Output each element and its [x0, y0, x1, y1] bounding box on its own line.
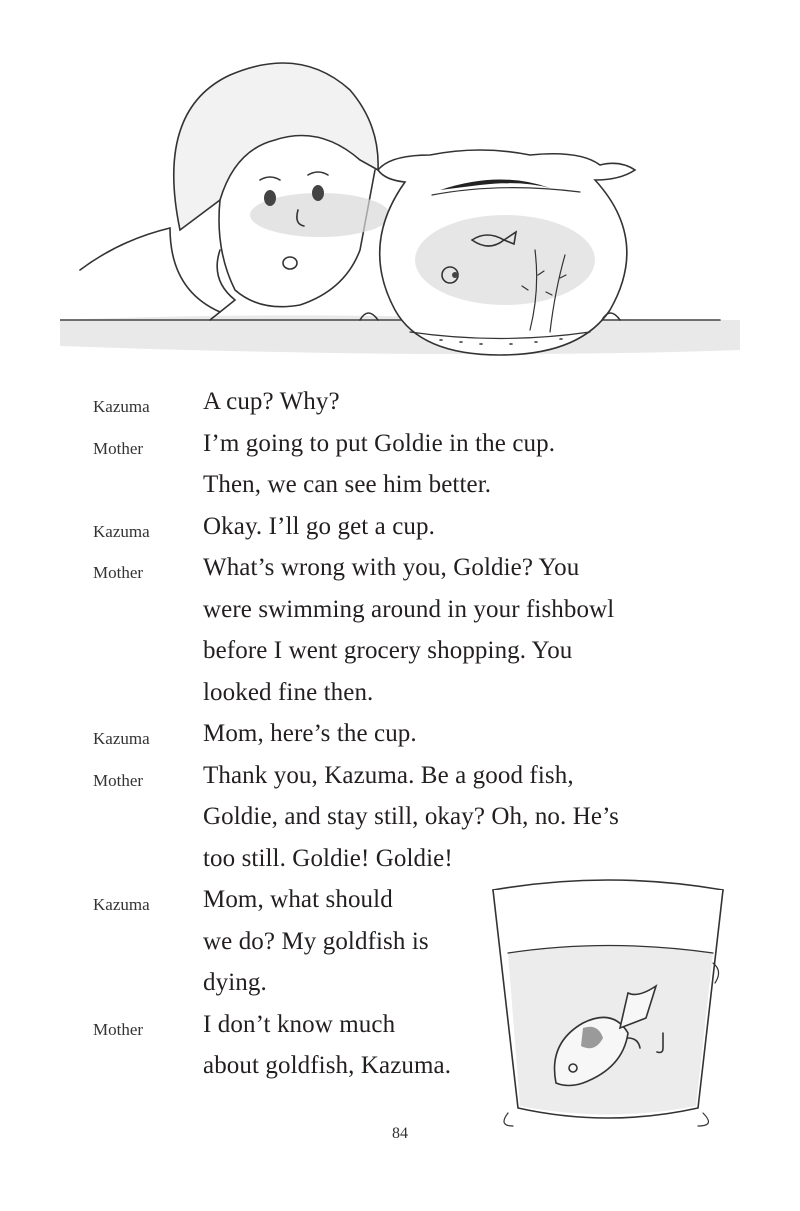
dialogue-text: Okay. I’ll go get a cup.	[203, 512, 435, 540]
dialogue-text: dying.	[203, 969, 267, 996]
speaker-name: Mother	[93, 438, 144, 458]
dialogue-text: too still. Goldie! Goldie!	[203, 844, 453, 872]
dialogue-text: were swimming around in your fishbowl	[203, 595, 615, 623]
dialogue-text: A cup? Why?	[203, 388, 340, 415]
dialogue-text: What’s wrong with you, Goldie? You	[203, 554, 580, 581]
dialogue-text: about goldfish, Kazuma.	[203, 1052, 452, 1079]
boy-and-fishbowl-illustration	[60, 50, 740, 390]
dialogue-line	[0, 593, 800, 635]
dialogue-text: Goldie, and stay still, okay? Oh, no. He’s	[203, 803, 619, 830]
dialogue-line	[0, 717, 800, 759]
dialogue-text: looked fine then.	[203, 678, 374, 706]
dialogue-text: Then, we can see him better.	[203, 471, 492, 498]
speaker-name: Kazuma	[93, 895, 150, 914]
speaker-name: Mother	[93, 563, 144, 582]
dialogue-line	[0, 385, 800, 427]
goldfish-in-cup-illustration	[488, 868, 733, 1133]
dialogue-line	[0, 800, 800, 842]
dialogue-text: we do? My goldfish is	[203, 927, 429, 955]
dialogue-line	[0, 510, 800, 552]
dialogue-line	[0, 551, 800, 593]
dialogue-line	[0, 634, 800, 676]
speaker-name: Kazuma	[93, 521, 150, 541]
dialogue-text: Mom, here’s the cup.	[203, 720, 417, 747]
dialogue-text: Mom, what should	[203, 886, 393, 913]
dialogue-text: before I went grocery shopping. You	[203, 637, 573, 664]
page-number: 84	[392, 1125, 408, 1142]
dialogue-text: Thank you, Kazuma. Be a good fish,	[203, 761, 574, 789]
dialogue-text: I’m going to put Goldie in the cup.	[203, 429, 556, 457]
dialogue-line	[0, 759, 800, 801]
speaker-name: Mother	[93, 770, 144, 790]
dialogue-line	[0, 468, 800, 510]
speaker-name: Kazuma	[93, 729, 150, 748]
dialogue-line	[0, 676, 800, 718]
dialogue-line	[0, 427, 800, 469]
dialogue-text: I don’t know much	[203, 1010, 396, 1038]
speaker-name: Mother	[93, 1019, 144, 1039]
speaker-name: Kazuma	[93, 397, 150, 416]
